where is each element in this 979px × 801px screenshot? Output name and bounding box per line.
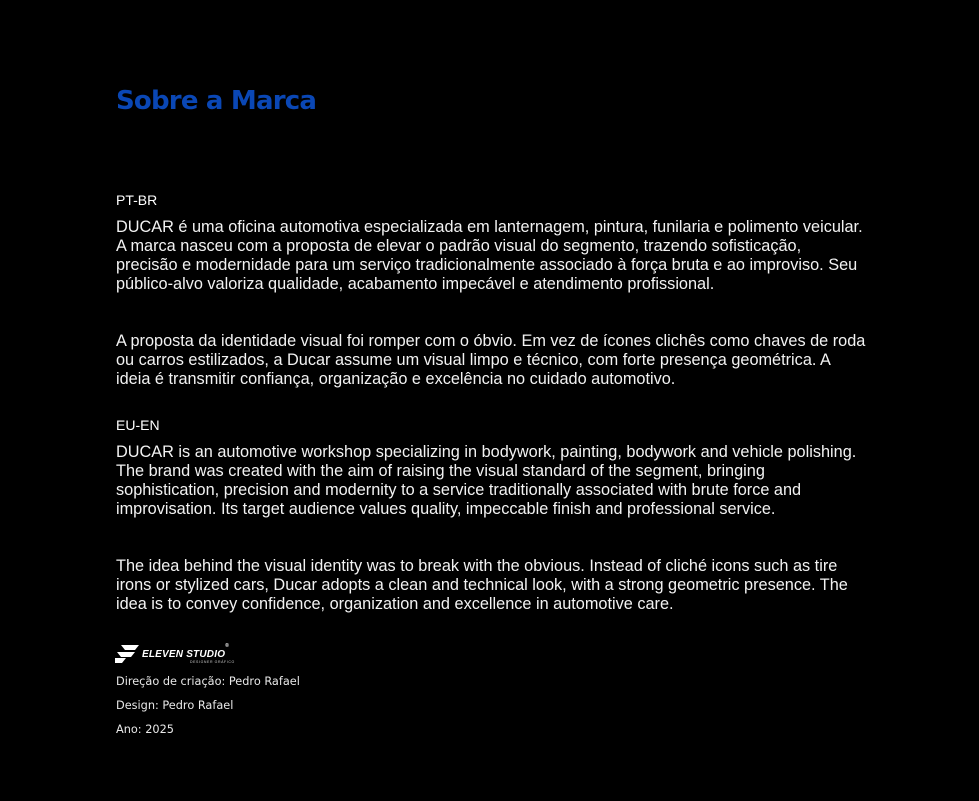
eleven-studio-logo-icon — [115, 644, 139, 664]
eu-en-label: EU-EN — [116, 417, 160, 433]
credit-direction: Direção de criação: Pedro Rafael — [116, 675, 300, 688]
credit-year: Ano: 2025 — [116, 723, 174, 736]
logo-registered-mark: ® — [225, 642, 230, 649]
pt-br-label: PT-BR — [116, 192, 158, 208]
credit-design: Design: Pedro Rafael — [116, 699, 234, 712]
pt-br-paragraph-2: A proposta da identidade visual foi romper com o óbvio. Em vez de ícones clichês como chaves de roda ou carros estilizados, a Ducar assume um visual limpo e técnico, com forte presença geométrica. A ideia é transmitir confiança, organização e excelência no cuidado automotivo. — [116, 332, 866, 388]
logo-subtitle: DESIGNER GRÁFICO — [190, 659, 235, 664]
eu-en-paragraph-1: DUCAR is an automotive workshop specializing in bodywork, painting, bodywork and vehicle polishing. The brand was created with the aim of raising the visual standard of the segment, bringing sophistication, precision and modernity to a service traditionally associated with brute force and improvisation. Its target audience values quality, impeccable finish and professional service. — [116, 443, 857, 518]
eu-en-paragraph-2: The idea behind the visual identity was to break with the obvious. Instead of cliché icons such as tire irons or stylized cars, Ducar adopts a clean and technical look, with a strong geometric presence. The idea is to convey confidence, organization and excellence in automotive care. — [116, 557, 848, 613]
eleven-studio-logo — [115, 644, 235, 664]
page-title: Sobre a Marca — [116, 86, 317, 116]
pt-br-paragraph-1: DUCAR é uma oficina automotiva especializada em lanternagem, pintura, funilaria e polimento veicular. A marca nasceu com a proposta de elevar o padrão visual do segmento, trazendo sofisticação, precisão e modernidade para um serviço tradicionalmente associado à força bruta e ao improviso. Seu público-alvo valoriza qualidade, acabamento impecável e atendimento profissional. — [116, 218, 863, 293]
logo-name: ELEVEN STUDIO — [142, 648, 226, 660]
